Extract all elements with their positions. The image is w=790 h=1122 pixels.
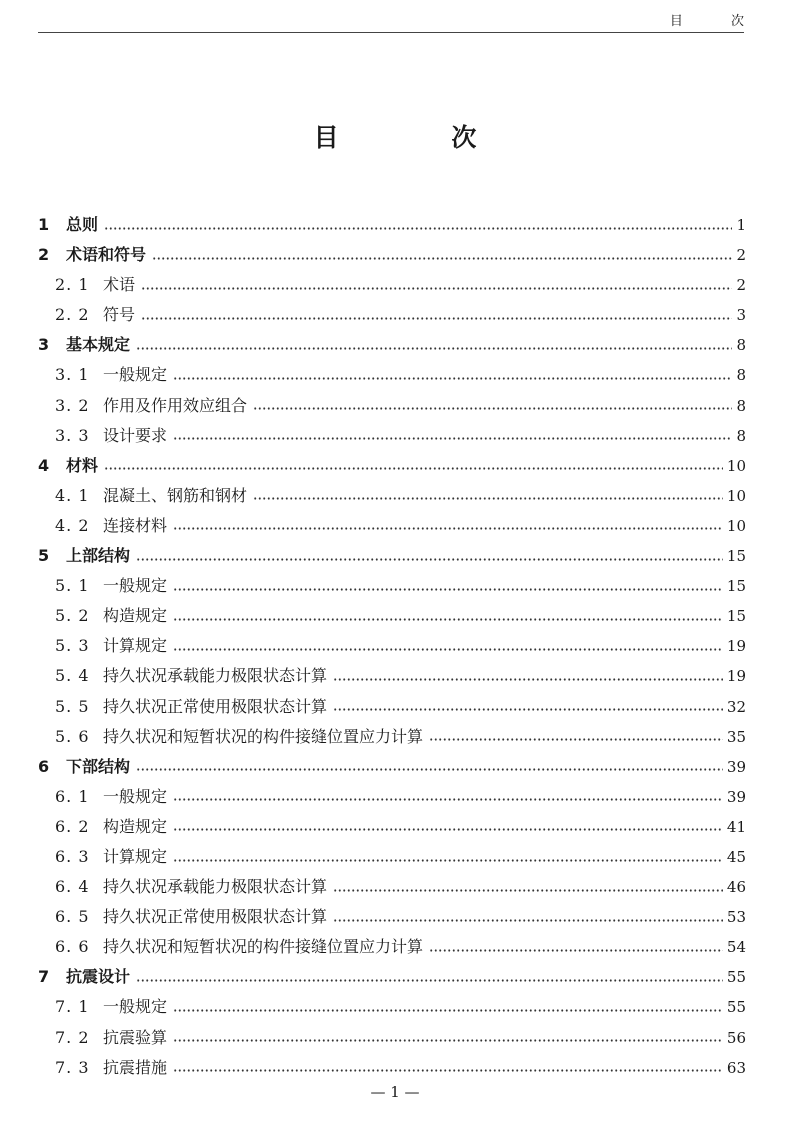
toc-entry-number: 5 <box>38 546 50 566</box>
toc-entry-page: 10 <box>726 516 746 535</box>
toc-dot-leader <box>173 798 723 801</box>
toc-dot-leader <box>253 497 723 500</box>
toc-entry-page: 3 <box>736 306 746 325</box>
toc-entry-number: 7. 1 <box>55 997 90 1017</box>
toc-entry-number: 5. 1 <box>55 576 90 596</box>
toc-entry-page: 55 <box>726 998 746 1017</box>
toc-dot-leader <box>136 979 723 982</box>
toc-dot-leader <box>173 437 732 440</box>
toc-section-entry[interactable] <box>38 360 746 390</box>
toc-entry-page: 8 <box>736 336 746 355</box>
toc-entry-number: 5. 4 <box>55 666 90 686</box>
toc-entry-number: 4. 2 <box>55 515 90 535</box>
toc-entry-number: 2. 2 <box>55 305 90 325</box>
toc-entry-title: 上部结构 <box>66 546 131 566</box>
toc-entry-page: 15 <box>726 607 746 626</box>
toc-chapter-entry[interactable] <box>38 330 746 360</box>
toc-dot-leader <box>173 1009 723 1012</box>
toc-entry-page: 8 <box>736 396 746 415</box>
toc-section-entry[interactable] <box>38 421 746 451</box>
toc-entry-number: 5. 5 <box>55 696 90 716</box>
toc-section-entry[interactable] <box>38 601 746 631</box>
toc-entry-title: 符号 <box>103 305 136 325</box>
toc-entry-number: 3. 1 <box>55 365 90 385</box>
toc-entry-page: 19 <box>726 637 746 656</box>
toc-entry-title: 术语 <box>103 275 136 295</box>
toc-section-entry[interactable] <box>38 782 746 812</box>
toc-section-entry[interactable] <box>38 270 746 300</box>
toc-entry-title: 计算规定 <box>103 846 168 866</box>
toc-entry-number: 7. 2 <box>55 1027 90 1047</box>
toc-entry-title: 抗震措施 <box>103 1057 168 1077</box>
toc-entry-number: 1 <box>38 215 50 234</box>
toc-section-entry[interactable] <box>38 391 746 421</box>
toc-entry-page: 8 <box>736 426 746 445</box>
toc-section-entry[interactable] <box>38 872 746 902</box>
toc-entry-page: 41 <box>726 817 746 836</box>
toc-dot-leader <box>333 678 723 681</box>
toc-entry-title: 持久状况承载能力极限状态计算 <box>103 877 328 897</box>
toc-entry-number: 7. 3 <box>55 1057 90 1077</box>
toc-dot-leader <box>173 859 723 862</box>
toc-entry-title: 持久状况正常使用极限状态计算 <box>103 907 328 927</box>
toc-chapter-entry[interactable] <box>38 541 746 571</box>
toc-entry-title: 持久状况承载能力极限状态计算 <box>103 666 328 686</box>
toc-entry-title: 设计要求 <box>103 425 168 445</box>
toc-entry-title: 抗震设计 <box>66 967 131 987</box>
toc-section-entry[interactable] <box>38 1023 746 1053</box>
toc-entry-number: 6. 4 <box>55 877 90 897</box>
table-of-contents <box>38 210 746 1083</box>
toc-entry-title: 持久状况和短暂状况的构件接缝位置应力计算 <box>103 726 424 746</box>
toc-entry-title: 抗震验算 <box>103 1027 168 1047</box>
toc-entry-page: 15 <box>726 547 746 566</box>
toc-entry-title: 混凝土、钢筋和钢材 <box>103 485 248 505</box>
toc-entry-page: 8 <box>736 366 746 385</box>
toc-entry-page: 32 <box>726 697 746 716</box>
toc-entry-page: 53 <box>726 908 746 927</box>
toc-dot-leader <box>136 558 723 561</box>
running-header: 目 次 <box>669 14 766 29</box>
toc-entry-page: 45 <box>726 847 746 866</box>
toc-dot-leader <box>173 527 723 530</box>
toc-entry-title: 持久状况正常使用极限状态计算 <box>103 696 328 716</box>
toc-entry-number: 6. 3 <box>55 846 90 866</box>
toc-entry-number: 4 <box>38 455 50 475</box>
toc-dot-leader <box>104 467 723 470</box>
toc-dot-leader <box>173 648 723 651</box>
toc-entry-title: 计算规定 <box>103 636 168 656</box>
toc-dot-leader <box>152 257 732 260</box>
toc-dot-leader <box>333 708 723 711</box>
toc-section-entry[interactable] <box>38 1053 746 1083</box>
toc-section-entry[interactable] <box>38 842 746 872</box>
toc-dot-leader <box>253 407 732 410</box>
toc-entry-title: 下部结构 <box>66 756 131 776</box>
toc-section-entry[interactable] <box>38 812 746 842</box>
toc-entry-page: 2 <box>736 276 746 295</box>
toc-section-entry[interactable] <box>38 992 746 1022</box>
toc-dot-leader <box>429 738 723 741</box>
toc-entry-title: 一般规定 <box>103 576 168 596</box>
toc-dot-leader <box>173 588 723 591</box>
toc-entry-title: 材料 <box>66 455 99 475</box>
toc-dot-leader <box>104 227 732 230</box>
toc-entry-page: 39 <box>726 787 746 806</box>
toc-entry-page: 35 <box>726 727 746 746</box>
toc-entry-number: 7 <box>38 967 50 987</box>
toc-entry-title: 持久状况和短暂状况的构件接缝位置应力计算 <box>103 937 424 957</box>
toc-entry-title: 构造规定 <box>103 816 168 836</box>
toc-entry-page: 46 <box>726 878 746 897</box>
toc-dot-leader <box>136 347 732 350</box>
toc-chapter-entry[interactable] <box>38 451 746 481</box>
toc-section-entry[interactable] <box>38 692 746 722</box>
toc-entry-title: 一般规定 <box>103 786 168 806</box>
toc-entry-title: 连接材料 <box>103 515 168 535</box>
page-title: 目 次 <box>313 123 529 152</box>
toc-entry-title: 作用及作用效应组合 <box>103 395 248 415</box>
toc-entry-number: 5. 3 <box>55 636 90 656</box>
toc-section-entry[interactable] <box>38 932 746 962</box>
toc-section-entry[interactable] <box>38 300 746 330</box>
toc-entry-page: 55 <box>726 968 746 987</box>
toc-entry-title: 一般规定 <box>103 365 168 385</box>
toc-dot-leader <box>173 1069 723 1072</box>
toc-section-entry[interactable] <box>38 722 746 752</box>
toc-section-entry[interactable] <box>38 631 746 661</box>
page-footer-number: — 1 — <box>370 1083 420 1101</box>
toc-dot-leader <box>333 919 723 922</box>
toc-dot-leader <box>173 1039 723 1042</box>
toc-entry-title: 构造规定 <box>103 606 168 626</box>
toc-entry-title: 总则 <box>66 215 99 234</box>
toc-entry-page: 39 <box>726 757 746 776</box>
toc-entry-title: 一般规定 <box>103 997 168 1017</box>
toc-entry-number: 3 <box>38 335 50 355</box>
toc-entry-title: 基本规定 <box>66 335 131 355</box>
toc-entry-number: 5. 2 <box>55 606 90 626</box>
toc-section-entry[interactable] <box>38 511 746 541</box>
toc-dot-leader <box>333 889 723 892</box>
toc-entry-title: 术语和符号 <box>66 245 147 265</box>
toc-entry-number: 2. 1 <box>55 275 90 295</box>
toc-entry-number: 6. 2 <box>55 816 90 836</box>
toc-dot-leader <box>141 317 732 320</box>
toc-entry-number: 3. 2 <box>55 395 90 415</box>
toc-entry-number: 4. 1 <box>55 485 90 505</box>
toc-section-entry[interactable] <box>38 661 746 691</box>
toc-entry-number: 6. 6 <box>55 937 90 957</box>
toc-chapter-entry[interactable] <box>38 752 746 782</box>
toc-entry-page: 10 <box>726 486 746 505</box>
toc-entry-page: 1 <box>736 216 746 234</box>
toc-section-entry[interactable] <box>38 571 746 601</box>
toc-entry-number: 5. 6 <box>55 726 90 746</box>
toc-entry-number: 2 <box>38 245 50 265</box>
toc-entry-page: 54 <box>726 938 746 957</box>
toc-entry-page: 15 <box>726 577 746 596</box>
toc-dot-leader <box>173 377 732 380</box>
toc-chapter-entry[interactable] <box>38 240 746 270</box>
toc-entry-number: 3. 3 <box>55 425 90 445</box>
toc-entry-number: 6. 1 <box>55 786 90 806</box>
toc-entry-number: 6 <box>38 756 50 776</box>
toc-entry-page: 2 <box>736 246 746 265</box>
toc-dot-leader <box>136 768 723 771</box>
toc-chapter-entry[interactable] <box>38 210 746 240</box>
toc-entry-page: 56 <box>726 1028 746 1047</box>
toc-section-entry[interactable] <box>38 481 746 511</box>
toc-entry-page: 19 <box>726 667 746 686</box>
toc-dot-leader <box>173 828 723 831</box>
toc-dot-leader <box>141 287 732 290</box>
toc-entry-page: 10 <box>726 456 746 475</box>
toc-entry-number: 6. 5 <box>55 907 90 927</box>
header-rule <box>38 32 744 33</box>
toc-section-entry[interactable] <box>38 902 746 932</box>
toc-entry-page: 63 <box>726 1058 746 1077</box>
toc-chapter-entry[interactable] <box>38 962 746 992</box>
toc-dot-leader <box>173 618 723 621</box>
toc-dot-leader <box>429 949 723 952</box>
